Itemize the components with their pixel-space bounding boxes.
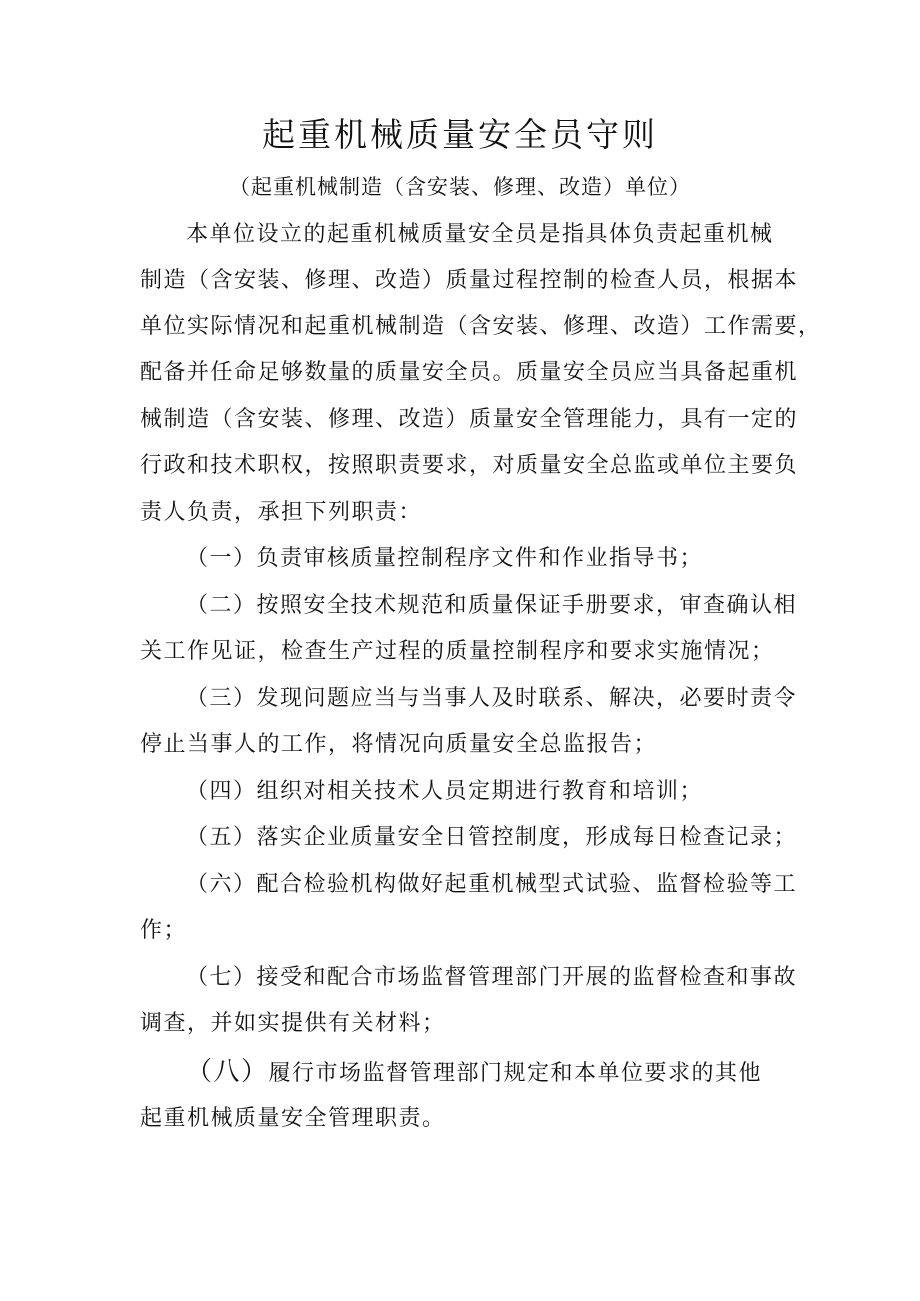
duty-item-3-cont: 停止当事人的工作，将情况向质量安全总监报告； xyxy=(140,732,658,757)
duty-item-5: （五）落实企业质量安全日管控制度，形成每日检查记录； xyxy=(186,825,798,850)
intro-line: 械制造（含安装、修理、改造）质量安全管理能力，具有一定的 xyxy=(140,407,799,432)
duty-item-4: （四）组织对相关技术人员定期进行教育和培训； xyxy=(186,779,704,804)
intro-line: 制造（含安装、修理、改造）质量过程控制的检查人员，根据本 xyxy=(140,268,799,293)
duty-item-8-cont: 起重机械质量安全管理职责。 xyxy=(140,1106,446,1131)
document-subtitle: （起重机械制造（含安装、修理、改造）单位） xyxy=(229,175,691,199)
intro-line: 本单位设立的起重机械质量安全员是指具体负责起重机械 xyxy=(186,222,774,247)
duty-item-6-cont: 作； xyxy=(140,918,188,943)
duty-item-7-cont: 调查，并如实提供有关材料； xyxy=(140,1011,446,1036)
duty-item-2: （二）按照安全技术规范和质量保证手册要求，审查确认相 xyxy=(186,593,798,618)
intro-line: 责人负责，承担下列职责： xyxy=(140,500,423,525)
duty-item-7: （七）接受和配合市场监督管理部门开展的监督检查和事故 xyxy=(186,965,798,990)
intro-line: 行政和技术职权，按照职责要求，对质量安全总监或单位主要负 xyxy=(140,453,799,478)
duty-item-8-marker: （八） xyxy=(186,1057,269,1087)
duty-item-6: （六）配合检验机构做好起重机械型式试验、监督检验等工 xyxy=(186,872,798,897)
intro-line: 配备并任命足够数量的质量安全员。质量安全员应当具备起重机 xyxy=(140,360,799,385)
duty-item-8-text: 履行市场监督管理部门规定和本单位要求的其他 xyxy=(268,1061,763,1086)
document-title: 起重机械质量安全员守则 xyxy=(262,115,658,154)
duty-item-8 xyxy=(186,1056,762,1090)
duty-item-2-cont: 关工作见证，检查生产过程的质量控制程序和要求实施情况； xyxy=(140,639,775,664)
duty-item-1: （一）负责审核质量控制程序文件和作业指导书； xyxy=(186,546,704,571)
duty-item-3: （三）发现问题应当与当事人及时联系、解决，必要时责令 xyxy=(186,686,798,711)
intro-line: 单位实际情况和起重机械制造（含安装、修理、改造）工作需要， xyxy=(140,314,822,339)
